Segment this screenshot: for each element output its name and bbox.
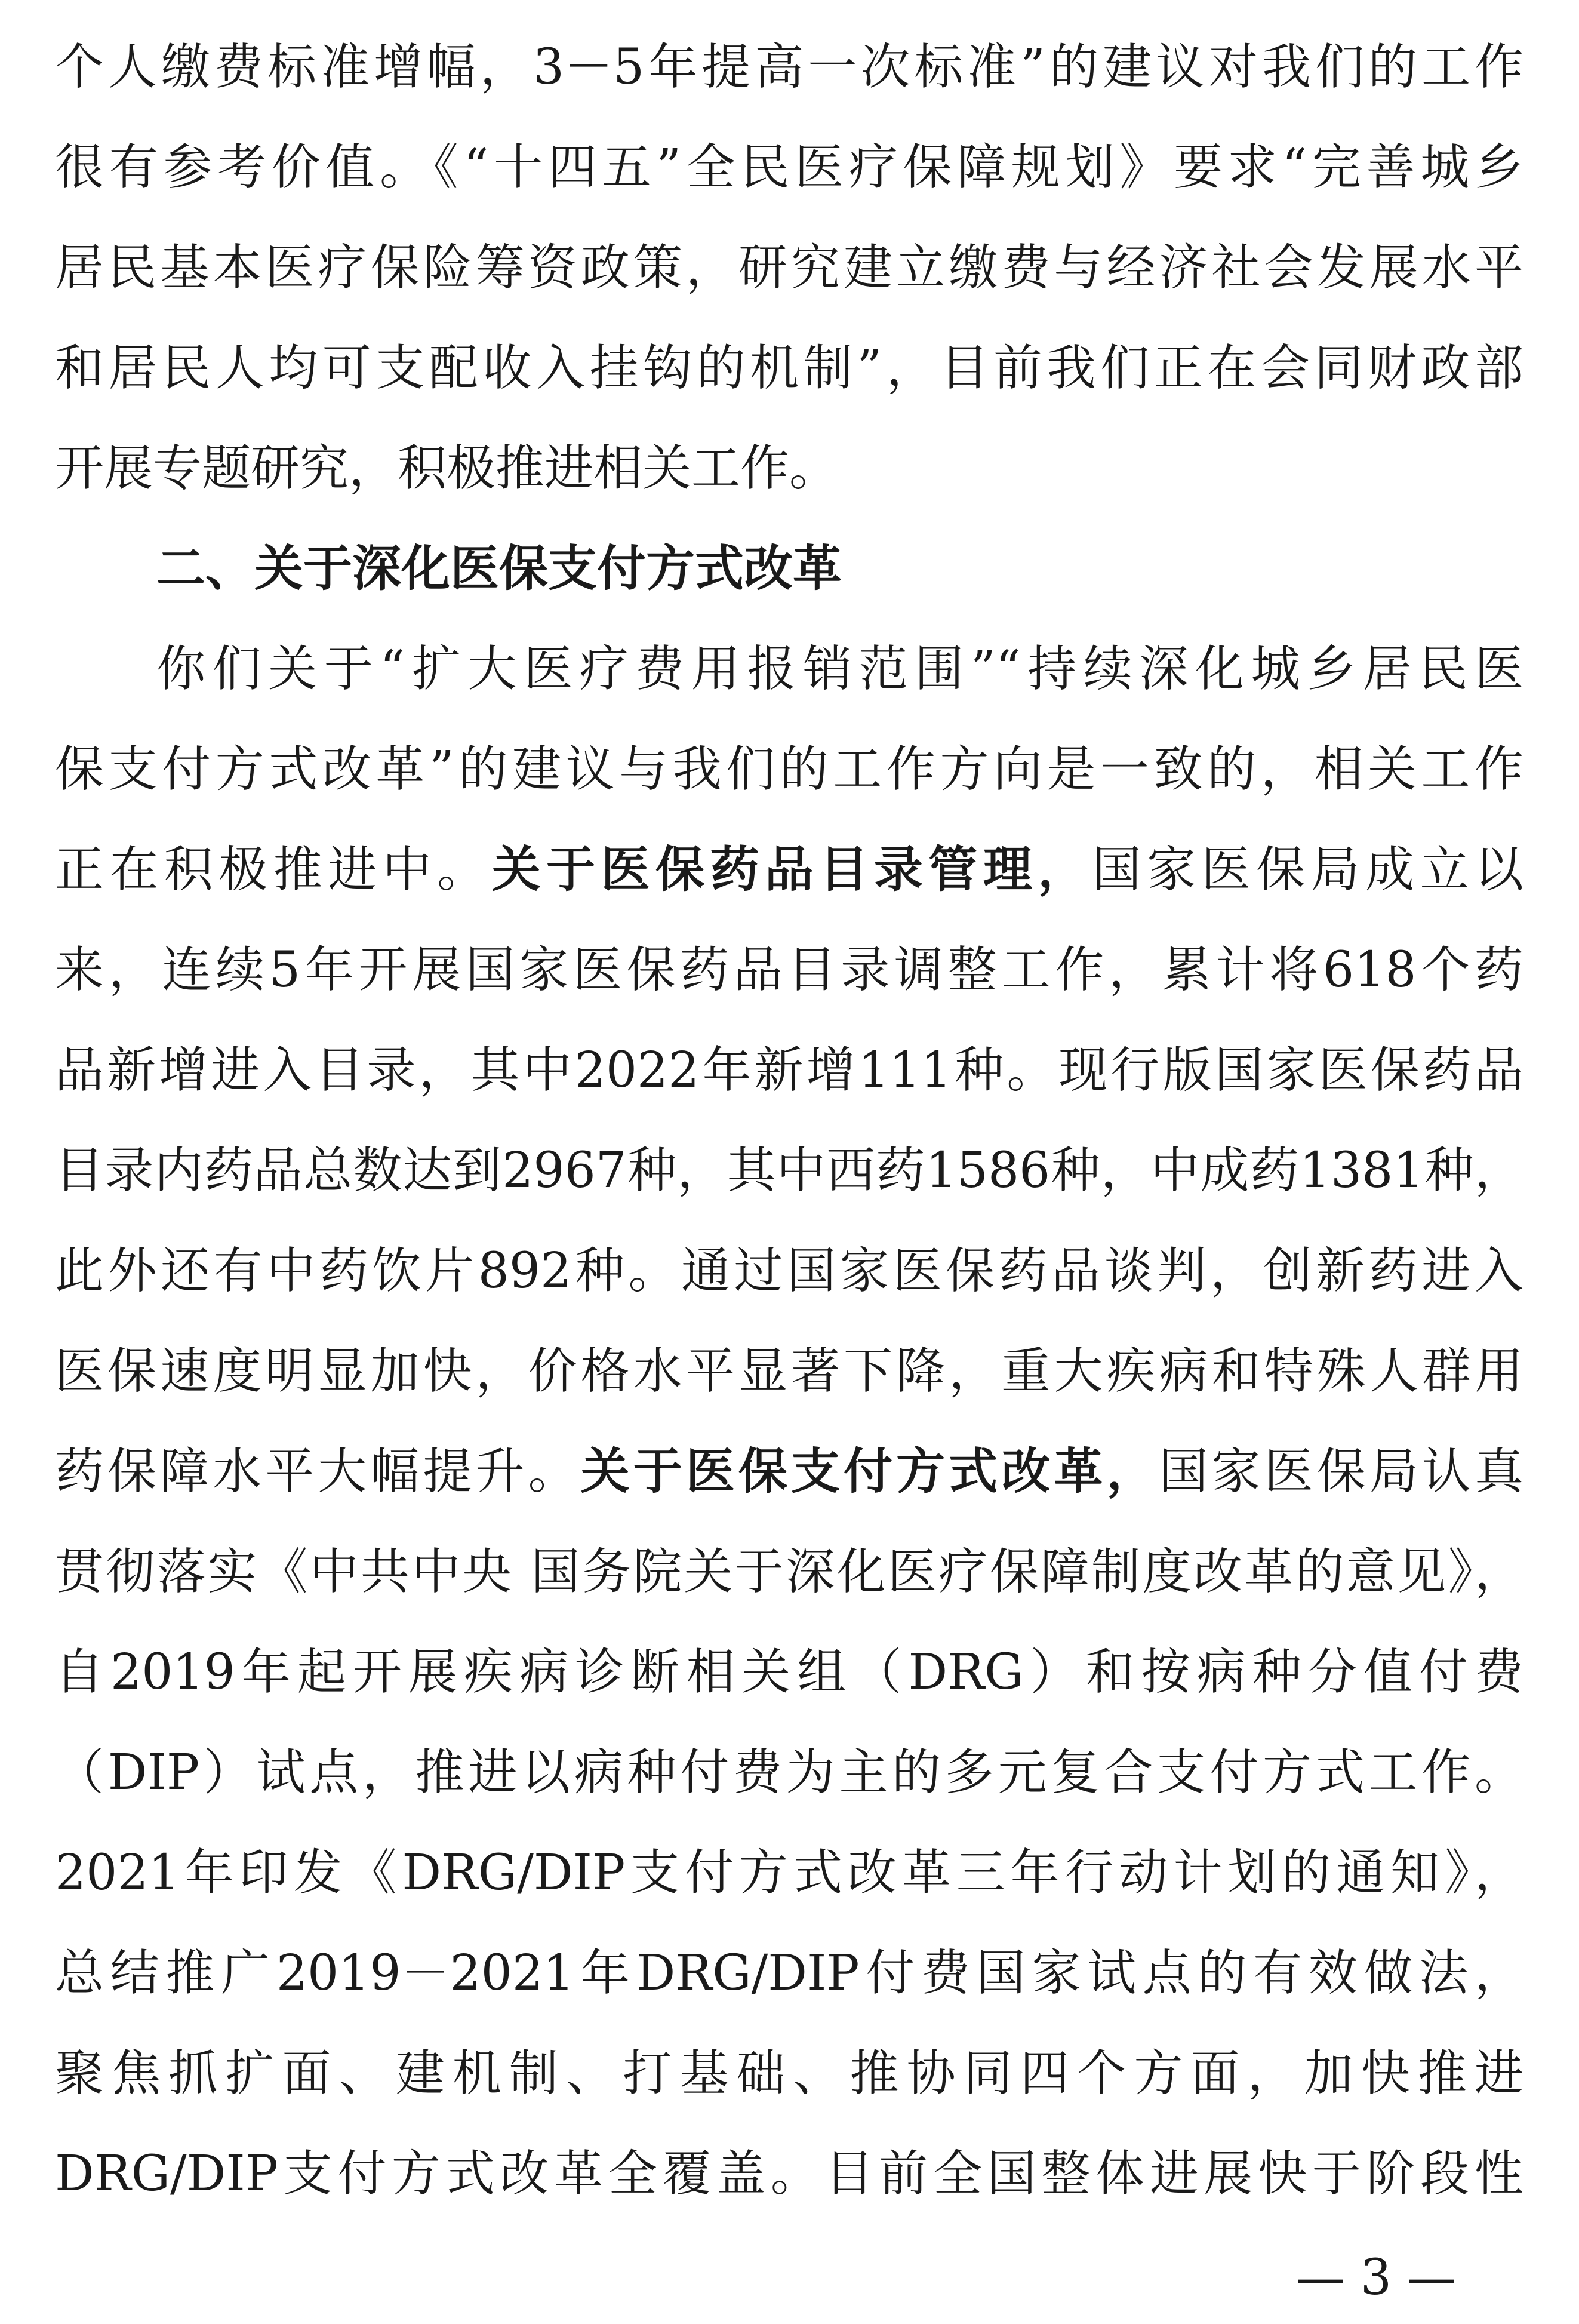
text-line-8: 保支付方式改革”的建议与我们的工作方向是一致的，相关工作	[55, 741, 1523, 798]
text-line-7: 你们关于“扩大医疗费用报销范围”“持续深化城乡居民医	[156, 641, 1523, 697]
text-line-9	[55, 837, 1523, 903]
text-line-5: 开展专题研究，积极推进相关工作。	[55, 440, 839, 497]
text-line-13: 此外还有中药饮片892种。通过国家医保药品谈判，创新药进入	[55, 1243, 1523, 1299]
text-line-21: 聚焦抓扩面、建机制、打基础、推协同四个方面，加快推进	[55, 2045, 1523, 2102]
text-line-19: 2021年印发《DRG/DIP支付方式改革三年行动计划的通知》，	[55, 1845, 1523, 1901]
text-line-17: 自2019年起开展疾病诊断相关组（DRG）和按病种分值付费	[55, 1644, 1523, 1701]
text-segment: 国家医保局成立以	[1092, 841, 1523, 898]
section-heading: 二、关于深化医保支付方式改革	[156, 540, 842, 597]
text-line-12: 目录内药品总数达到2967种，其中西药1586种，中成药1381种，	[55, 1142, 1523, 1199]
text-line-22: DRG/DIP支付方式改革全覆盖。目前全国整体进展快于阶段性	[55, 2145, 1523, 2202]
page-number: — 3 —	[1295, 2249, 1457, 2306]
text-line-15	[55, 1439, 1523, 1505]
text-segment: 正在积极推进中。	[55, 841, 492, 898]
text-line-18: （DIP）试点，推进以病种付费为主的多元复合支付方式工作。	[55, 1744, 1523, 1801]
text-line-20: 总结推广2019－2021年DRG/DIP付费国家试点的有效做法，	[55, 1945, 1523, 2002]
bold-subheading-drug-catalog: 关于医保药品目录管理，	[491, 841, 1092, 898]
text-line-2: 很有参考价值。《“十四五”全民医疗保障规划》要求“完善城乡	[55, 139, 1523, 196]
text-line-14: 医保速度明显加快，价格水平显著下降，重大疾病和特殊人群用	[55, 1343, 1523, 1400]
text-line-4: 和居民人均可支配收入挂钩的机制”，目前我们正在会同财政部	[55, 340, 1523, 396]
text-line-16: 贯彻落实《中共中央 国务院关于深化医疗保障制度改革的意见》，	[55, 1544, 1523, 1600]
text-line-1: 个人缴费标准增幅，3－5年提高一次标准”的建议对我们的工作	[55, 39, 1523, 96]
text-segment: 国家医保局认真	[1159, 1443, 1523, 1500]
text-line-3: 居民基本医疗保险筹资政策，研究建立缴费与经济社会发展水平	[55, 239, 1523, 296]
text-line-10: 来，连续5年开展国家医保药品目录调整工作，累计将618个药	[55, 942, 1523, 998]
text-line-11: 品新增进入目录，其中2022年新增111种。现行版国家医保药品	[55, 1042, 1523, 1099]
text-segment: 药保障水平大幅提升。	[55, 1443, 581, 1500]
bold-subheading-payment-reform: 关于医保支付方式改革，	[580, 1443, 1159, 1500]
